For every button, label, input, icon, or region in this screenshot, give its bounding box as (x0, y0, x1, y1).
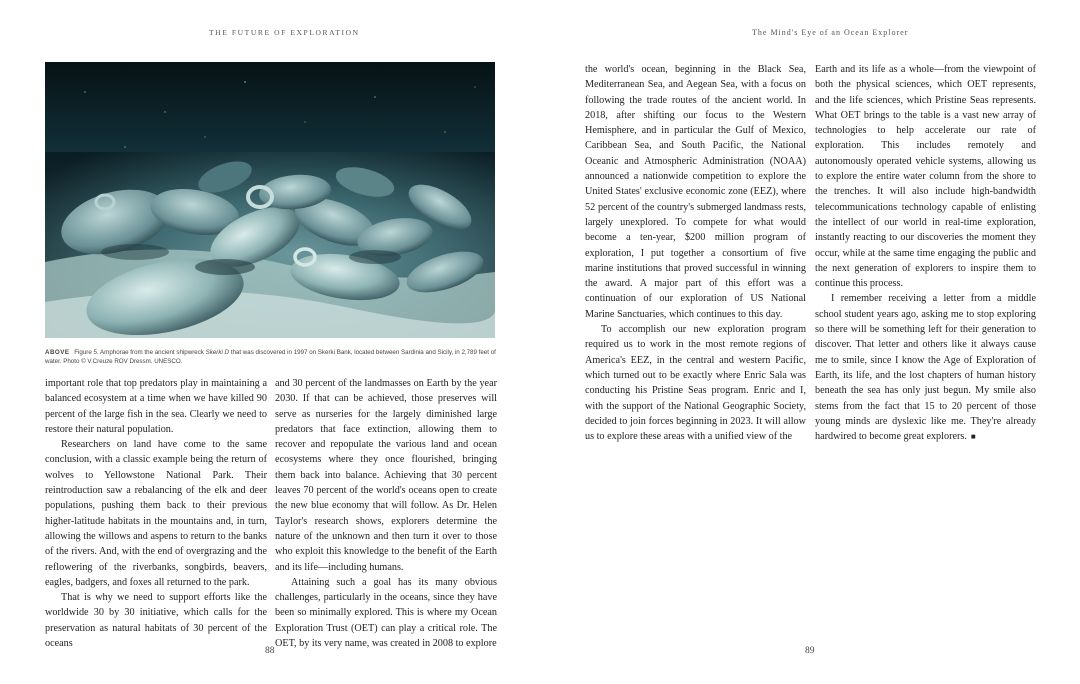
paragraph-text: I remember receiving a letter from a middle school student years ago, asking me to stop exploring so there will be something left for their generation to discover. That letter and others like it always cause me to smile, since I know the Age of Exploration of Earth, its life, and the lost chapters of human history beneath the sea has only just begun. My smile also stems from the fact that 15 to 20 percent of those young minds are dyslexic like me. They're already hardwired to become great explorers. (815, 293, 1036, 443)
paragraph: the world's ocean, beginning in the Black Sea, Mediterranean Sea, and Aegean Sea, with a focus on following the trade routes of the ancient world. In 2018, after shifting our focus to the Western Hemisphere, and in particular the Gulf of Mexico, Caribbean Sea, and South Pacific, the National Oceanic and Atmospheric Administration (NOAA) announced a nationwide competition to explore the United States' exclusive economic zone (EEZ), where 52 percent of the country's submerged landmass rests, largely unexplored. To compete for what would become a ten-year, $200 million program of exploration, I put together a consortium of five marine institutions that proved successful in winning the award. A major part of this effort was a continuation of our exploration of US National Marine Sanctuaries, which continues to this day. (585, 64, 806, 320)
paragraph (815, 291, 1036, 444)
caption-prefix: Figure 5. Amphorae from the ancient shipwreck (74, 349, 204, 356)
running-head-left: THE FUTURE OF EXPLORATION (209, 28, 360, 37)
paragraph: Earth and its life as a whole—from the viewpoint of both the physical sciences, which OET represents, and the life sciences, which Pristine Seas represents. What OET brings to the table is a vast new array of technologies to help accelerate our rate of exploration. This includes remotely and autonomously operated vehicle systems, allowing us to explore the entire water column from the shore to the trenches. It will also include high-bandwidth telecommunications technology capable of enlisting the intellect of our world in real-time exploration, instantly reacting to our discoveries the moment they occur, while at the same time engaging the public and the next generation of explorers to inspire them to continue this process. (815, 64, 1036, 290)
right-page-column-2 (815, 62, 1036, 443)
running-head-right: The Mind's Eye of an Ocean Explorer (752, 28, 909, 37)
paragraph: Attaining such a goal has its many obvious challenges, particularly in the oceans, since they have been so minimally explored. This is where my Ocean Exploration Trust (OET) can play a critical role. The OET, by its very name, was created in 2008 to explore (275, 576, 497, 650)
caption-rest: that was discovered in 1997 on Skerki Bank, located between Sardinia and Sicily, in 2,789 feet of water. Photo © V.Creuze ROV Dressm. UNESCO. (45, 349, 496, 365)
paragraph: and 30 percent of the landmasses on Earth by the year 2030. If that can be achieved, those preserves will serve as nurseries for the largely diminished large predators that face extinction, allowing them to recover and repopulate the various land and ocean ecosystems where they once flourished, bringing them back into balance. Achieving that 30 percent leaves 70 percent of the world's oceans open to create the new blue economy that will follow. As Dr. Helen Taylor's research shows, explorers determine the nature of the unknown and then turn it over to those who exploit this knowledge to the benefit of the Earth and its life—including humans. (275, 378, 497, 573)
paragraph: important role that top predators play in maintaining a balanced ecosystem at a time when we have killed 90 percent of the large fish in the sea. Clearly we need to restore their natural population. (45, 378, 267, 435)
page-number-right: 89 (805, 646, 815, 656)
paragraph: Researchers on land have come to the same conclusion, with a classic example being the return of wolves to Yellowstone National Park. Their reintroduction saw a rebalancing of the elk and deer populations, pushing them back to their previous higher-latitude habitats in the mountains and, in turn, allowing the willows and aspens to return to the banks of the rivers. And, with the end of overgrazing and the reflowering of the riverbanks, songbirds, beavers, eagles, badgers, and foxes all returned to the park. (45, 439, 267, 588)
paragraph: That is why we need to support efforts like the worldwide 30 by 30 initiative, which calls for the preservation as natural habitats of 30 percent of the oceans (45, 592, 267, 650)
caption-italic: Skerki D (205, 349, 230, 356)
page-number-left: 88 (265, 646, 275, 656)
figure-caption (45, 348, 497, 366)
shipwreck-photo (45, 62, 495, 338)
left-page-column-2 (275, 376, 497, 650)
end-mark-icon: ■ (970, 432, 976, 442)
left-page-column-1 (45, 376, 267, 650)
right-page-column-1 (585, 62, 806, 443)
paragraph: To accomplish our new exploration program required us to work in the most remote regions of America's EEZ, in the central and western Pacific, which turned out to be exactly where Enric Sala was conducting his Pristine Seas program. Enric and I, with the support of the National Geographic Society, decided to join forces beginning in 2023. It will allow us to explore these areas with a unified view of the (585, 324, 806, 443)
caption-label: ABOVE (45, 349, 70, 356)
